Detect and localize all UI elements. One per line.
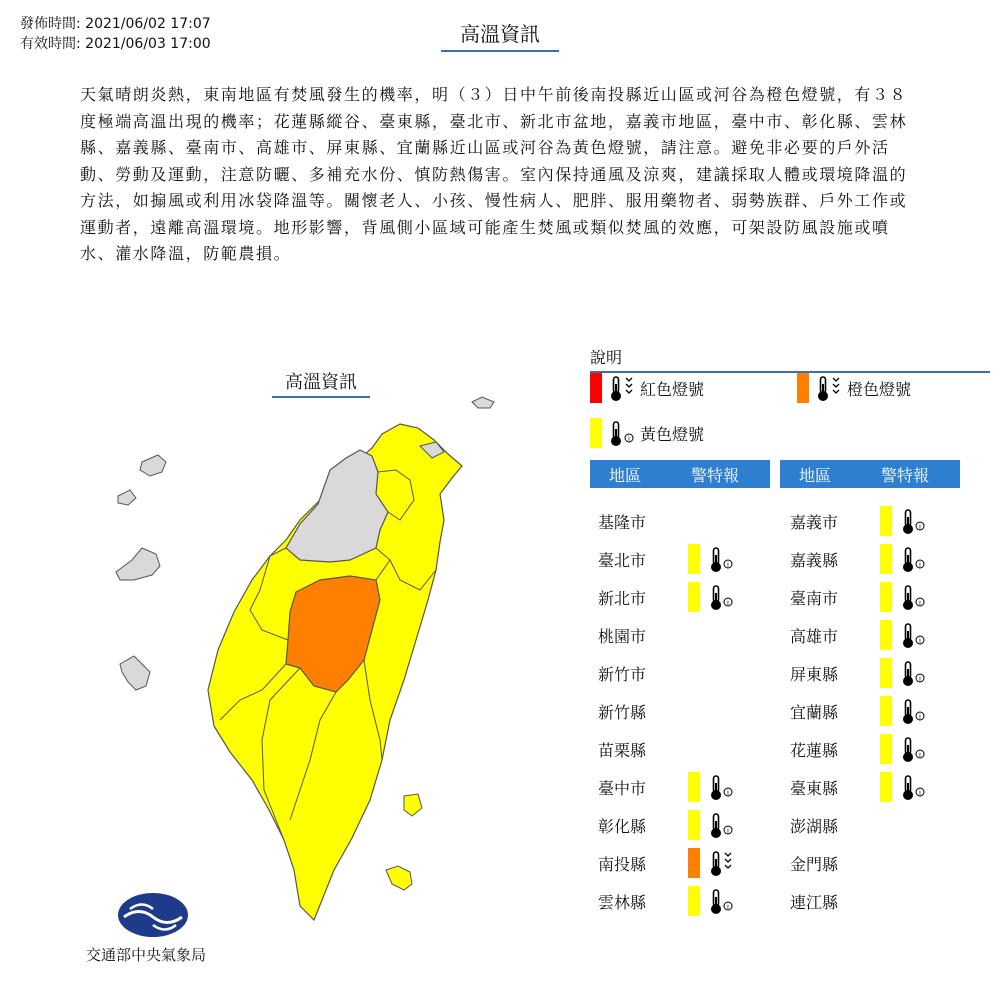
region-name: 花蓮縣	[790, 740, 839, 760]
table-row	[598, 844, 736, 882]
legend-title: 說明	[590, 345, 990, 373]
svg-text:i: i	[919, 751, 921, 759]
table-row	[790, 692, 928, 730]
warning-indicator	[880, 734, 928, 764]
thermometer-warning-icon	[706, 810, 736, 840]
svg-text:i: i	[727, 561, 729, 569]
warning-level-bar	[688, 848, 700, 878]
column-header-warning: 警特報	[690, 465, 739, 485]
region-name: 新竹市	[598, 664, 647, 684]
svg-text:i: i	[919, 637, 921, 645]
warning-level-bar	[880, 506, 892, 536]
region-name: 新竹縣	[598, 702, 647, 722]
table-row	[790, 882, 880, 920]
region-name: 桃園市	[598, 626, 647, 646]
thermometer-high-icon	[706, 848, 736, 878]
thermometer-warning-icon	[898, 544, 928, 574]
table-row	[598, 502, 688, 540]
region-name: 新北市	[598, 588, 647, 608]
table-row	[598, 768, 736, 806]
region-name: 臺北市	[598, 550, 647, 570]
table-row	[790, 616, 928, 654]
column-header-warning: 警特報	[880, 465, 929, 485]
region-name: 雲林縣	[598, 892, 647, 912]
region-name: 苗栗縣	[598, 740, 647, 760]
thermometer-warning-icon	[898, 620, 928, 650]
region-no-warning	[286, 450, 388, 562]
region-name: 澎湖縣	[790, 816, 839, 836]
region-name: 嘉義縣	[790, 550, 839, 570]
warning-indicator	[880, 620, 928, 650]
region-name: 連江縣	[790, 892, 839, 912]
warning-indicator	[688, 886, 736, 916]
legend-swatch	[590, 418, 602, 448]
warning-indicator	[880, 696, 928, 726]
warning-indicator	[880, 582, 928, 612]
warning-level-bar	[688, 886, 700, 916]
keelung-islet	[472, 397, 494, 408]
legend-swatch	[797, 373, 809, 403]
thermometer-warning-icon	[898, 734, 928, 764]
thermometer-warning-icon	[602, 418, 636, 448]
warning-indicator	[880, 544, 928, 574]
table-row	[598, 540, 736, 578]
warning-indicator	[880, 506, 928, 536]
thermometer-warning-icon	[898, 582, 928, 612]
orchid-island	[386, 866, 412, 890]
table-row	[790, 654, 928, 692]
table-row	[790, 730, 928, 768]
warning-level-bar	[880, 734, 892, 764]
table-header-left	[590, 460, 770, 488]
legend-item-orange	[797, 373, 911, 403]
issued-time: 發佈時間: 2021/06/02 17:07	[20, 16, 211, 32]
warning-level-bar	[880, 620, 892, 650]
warning-level-bar	[880, 658, 892, 688]
warning-level-bar	[688, 544, 700, 574]
warning-indicator	[688, 772, 736, 802]
thermometer-warning-icon	[898, 506, 928, 536]
table-row	[598, 654, 688, 692]
warning-level-bar	[880, 582, 892, 612]
table-row	[790, 540, 928, 578]
region-name: 臺中市	[598, 778, 647, 798]
warning-level-bar	[688, 772, 700, 802]
svg-text:i: i	[919, 789, 921, 797]
region-name: 臺東縣	[790, 778, 839, 798]
table-row	[790, 806, 880, 844]
thermometer-warning-icon	[706, 886, 736, 916]
svg-text:i: i	[919, 713, 921, 721]
thermometer-warning-icon	[706, 582, 736, 612]
forecast-description: 天氣晴朗炎熱，東南地區有焚風發生的機率，明（３）日中午前後南投縣近山區或河谷為橙色燈號，有３８度極端高溫出現的機率；花蓮縣縱谷、臺東縣，臺北市、新北市盆地，嘉義市地區，臺中市、彰化縣、雲林縣、嘉義縣、臺南市、高雄市、屏東縣、宜蘭縣近山區或河谷為黃色燈號，請注意。避免非必要的戶外活動、勞動及運動，注意防曬、多補充水份、慎防熱傷害。室內保持通風及涼爽，建議採取人體或環境降溫的方法，如搧風或利用冰袋降溫等。關懷老人、小孩、慢性病人、肥胖、服用藥物者、弱勢族群、戶外工作或運動者，遠離高溫環境。地形影響，背風側小區域可能產生焚風或類似焚風的效應，可架設防風設施或噴水、灌水降溫，防範農損。	[80, 85, 908, 263]
region-name: 金門縣	[790, 854, 839, 874]
warning-level-bar	[880, 544, 892, 574]
warning-indicator	[688, 848, 736, 878]
region-name: 南投縣	[598, 854, 647, 874]
warning-indicator	[880, 772, 928, 802]
region-name: 屏東縣	[790, 664, 839, 684]
warning-indicator	[688, 582, 736, 612]
svg-text:i: i	[628, 435, 630, 443]
column-header-region: 地區	[798, 465, 831, 485]
svg-text:i: i	[919, 561, 921, 569]
table-row	[598, 730, 688, 768]
region-name: 嘉義市	[790, 512, 839, 532]
valid-time: 有效時間: 2021/06/03 17:00	[20, 36, 211, 52]
table-row	[790, 578, 928, 616]
agency-name: 交通部中央氣象局	[86, 946, 207, 964]
warning-level-bar	[880, 696, 892, 726]
legend-label: 紅色燈號	[640, 379, 705, 399]
penghu-islands	[116, 455, 166, 690]
region-name: 高雄市	[790, 626, 839, 646]
table-row	[790, 844, 880, 882]
column-header-region: 地區	[608, 465, 641, 485]
warning-level-bar	[880, 772, 892, 802]
warning-level-bar	[688, 810, 700, 840]
region-name: 臺南市	[790, 588, 839, 608]
table-row	[598, 806, 736, 844]
page-title: 高溫資訊	[441, 18, 559, 52]
svg-text:i: i	[727, 903, 729, 911]
cwb-logo-icon	[118, 893, 188, 937]
warning-level-bar	[688, 582, 700, 612]
region-name: 彰化縣	[598, 816, 647, 836]
region-name: 基隆市	[598, 512, 647, 532]
thermometer-warning-icon	[706, 544, 736, 574]
legend-swatch	[590, 373, 602, 403]
svg-text:i: i	[727, 789, 729, 797]
legend-label: 黃色燈號	[640, 424, 705, 444]
legend-item-yellow	[590, 418, 704, 448]
table-header-right	[780, 460, 960, 488]
svg-text:i: i	[919, 523, 921, 531]
map-title: 高溫資訊	[272, 368, 370, 398]
table-row	[598, 882, 736, 920]
warning-indicator	[688, 544, 736, 574]
svg-text:i: i	[919, 675, 921, 683]
svg-text:i: i	[727, 827, 729, 835]
table-row	[790, 768, 928, 806]
svg-text:i: i	[727, 599, 729, 607]
thermometer-high-icon	[602, 373, 636, 403]
table-row	[790, 502, 928, 540]
legend-label: 橙色燈號	[847, 379, 912, 399]
green-island	[404, 794, 422, 816]
thermometer-warning-icon	[706, 772, 736, 802]
thermometer-high-icon	[809, 373, 843, 403]
table-row	[598, 616, 688, 654]
warning-indicator	[688, 810, 736, 840]
warning-indicator	[880, 658, 928, 688]
region-name: 宜蘭縣	[790, 702, 839, 722]
svg-text:i: i	[919, 599, 921, 607]
legend-item-red	[590, 373, 704, 403]
thermometer-warning-icon	[898, 658, 928, 688]
thermometer-warning-icon	[898, 696, 928, 726]
table-row	[598, 692, 688, 730]
table-row	[598, 578, 736, 616]
thermometer-warning-icon	[898, 772, 928, 802]
